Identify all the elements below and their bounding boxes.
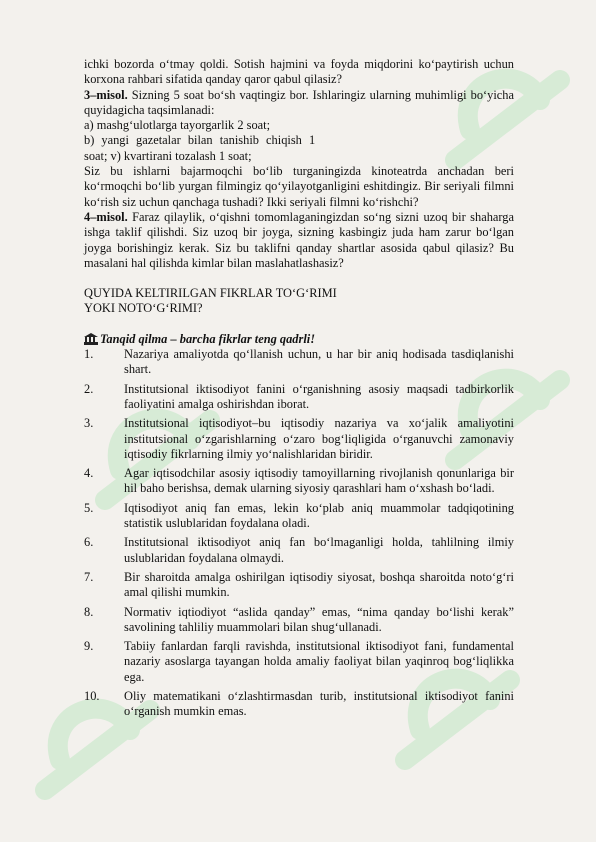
list-item-number: 8. [84,604,94,619]
tanqid-title [84,332,514,347]
list-item [84,466,514,497]
example-4-label: 4–misol. [84,209,128,224]
statements-list [84,347,514,720]
list-item-number: 6. [84,535,94,550]
list-item-text: Bir sharoitda amalga oshirilgan iqtisodiy siyosat, boshqa sharoitda noto‘g‘ri amal qilishi mumkin. [124,569,514,600]
example-4-text: Faraz qilaylik, o‘qishni tomomlaganingizdan so‘ng sizni uzoq bir shaharga ishga taklif qilishdi. Siz uzoq bir joyga, sizning kasbingiz juda ham zarur bo‘lgan joyga borishingiz kerak. Siz bu taklifni qanday shartlar asosida qabul qilasiz? Bu masalani hal qilishda kimlar bilan maslahatlashasiz? [84,209,514,270]
list-item-number: 10. [84,688,100,703]
paragraph-intro: ichki bozorda o‘tmay qoldi. Sotish hajmini va foyda miqdorini ko‘paytirish uchun korxona rahbari sifatida qanday qaror qabul qilasiz? [84,57,514,87]
list-item [84,501,514,532]
list-item [84,382,514,413]
list-item-number: 1. [84,347,94,362]
list-item-text: Iqtisodiyot aniq fan emas, lekin ko‘plab aniq muammolar tadqiqotining statistik uslublaridan foydalana oladi. [124,500,514,531]
list-item-text: Institutsional iktisodiyot aniq fan bo‘lmaganligi holda, tahlilning ilmiy uslublaridan foydalana olmaydi. [124,535,514,565]
example-3 [84,88,514,119]
tanqid-title-text: Tanqid qilma – barcha fikrlar teng qadrli! [100,331,316,346]
example-3-item-c: soat; v) kvartirani tozalash 1 soat; [84,148,252,163]
building-icon [84,333,98,345]
list-item [84,605,514,636]
list-item [84,347,514,378]
list-item [84,689,514,720]
list-item-text: Institutsional iqtisodiyot–bu iqtisodiy nazariya va xo‘jalik amaliyotini institutsional o‘zgarishlarning o‘zaro bog‘liqligida o‘rganuvchi zamonaviy iqtisodiy fikrlarning ilmiy yo‘nalishlaridan biridir. [124,416,514,461]
section-heading-line1: QUYIDA KELTIRILGAN FIKRLAR TO‘G‘RIMI [84,286,337,301]
section-heading-line2: YOKI NOTO‘G‘RIMI? [84,301,203,316]
example-4 [84,210,514,271]
example-3-text: Sizning 5 soat bo‘sh vaqtingiz bor. Ishlaringiz ularning muhimligi bo‘yicha quyidagicha taqsimlanadi: [84,87,514,117]
list-item-number: 3. [84,416,94,431]
list-item-text: Oliy matematikani o‘zlashtirmasdan turib, institutsional iktisodiyot fanini o‘rganish mumkin emas. [124,688,514,719]
example-3-item-b: b) yangi gazetalar bilan tanishib chiqish 1 [84,133,316,148]
list-item-text: Normativ iqtiodiyot “aslida qanday” emas, “nima qanday bo‘lishi kerak” savolining tahliliy muammolari bilan shug‘ullanadi. [124,604,514,634]
example-3-item-a: a) mashg‘ulotlarga tayorgarlik 2 soat; [84,118,271,133]
list-item-number: 4. [84,466,94,481]
list-item [84,535,514,566]
list-item [84,639,514,685]
document-body [84,57,514,724]
list-item-text: Agar iqtisodchilar asosiy iqtisodiy tamoyillarning rivojlanish qonunlariga bir hil baho berishsa, demak ularning siyosiy qarashlari ham o‘xshash bo‘ladi. [124,466,514,496]
example-3-question: Siz bu ishlarni bajarmoqchi bo‘lib turganingizda kinoteatrda anchadan beri ko‘rmoqchi bo‘lib yurgan filmingiz qo‘yilayotganligini eshitdingiz. Bir seriyali filmni ko‘rish siz uchun qanchaga tushadi? Ikki seriyali filmni ko‘rishchi? [84,164,514,209]
list-item-text: Nazariya amaliyotda qo‘llanish uchun, u har bir aniq hodisada tasdiqlanishi shart. [124,347,514,377]
list-item-number: 2. [84,381,94,396]
list-item [84,416,514,462]
list-item-number: 9. [84,639,94,654]
list-item-text: Tabiiy fanlardan farqli ravishda, institutsional iktisodiyot fani, fundamental nazariy asoslarga tayangan holda amaliy faoliyat bilan yaqinroq bog‘liqlikka ega. [124,639,514,684]
list-item-number: 7. [84,569,94,584]
list-item-text: Institutsional iktisodiyot fanini o‘rganishning asosiy maqsadi tadbirkorlik faoliyatini amalga oshirishdan iborat. [124,381,514,411]
list-item-number: 5. [84,500,94,515]
list-item [84,570,514,601]
example-3-label: 3–misol. [84,87,128,102]
